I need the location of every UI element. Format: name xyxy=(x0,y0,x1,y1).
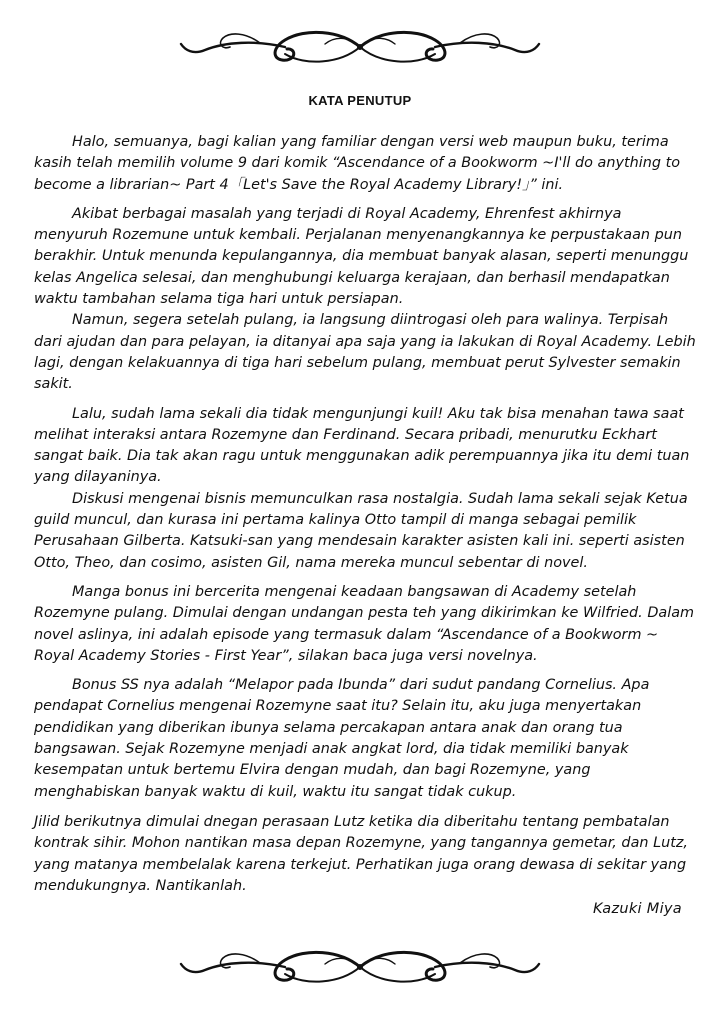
afterword-body xyxy=(34,132,696,897)
paragraph-1: Halo, semuanya, bagi kalian yang familiar dengan versi web maupun buku, terima kasih telah memilih volume 9 dari komik “Ascendance of a Bookworm ~I'll do anything to become a librarian~ Part 4「Let's Save the Royal Academy Library!」” ini. xyxy=(34,134,681,193)
page-title: KATA PENUTUP xyxy=(308,93,412,108)
paragraph-4: Lalu, sudah lama sekali dia tidak mengunjungi kuil! Aku tak bisa menahan tawa saat melihat interaksi antara Rozemyne dan Ferdinand. Secara pribadi, menurutku Eckhart sangat baik. Dia tak akan ragu untuk menggunakan adik perempuannya jika itu demi tuan yang dilayaninya. xyxy=(34,405,690,486)
paragraph-2: Akibat berbagai masalah yang terjadi di Royal Academy, Ehrenfest akhirnya menyuruh Rozemune untuk kembali. Perjalanan menyenangkannya ke perpustakaan pun berakhir. Untuk menunda kepulangannya, dia membuat banyak alasan, seperti menunggu kelas Angelica selesai, dan menghubungi keluarga kerajaan, dan berhasil mendapatkan waktu tambahan selama tiga hari untuk persiapan. xyxy=(34,205,689,308)
paragraph-3: Namun, segera setelah pulang, ia langsung diintrogasi oleh para walinya. Terpisah dari ajudan dan para pelayan, ia ditanyai apa saja yang ia lakukan di Royal Academy. Lebih lagi, dengan kelakuannya di tiga hari sebelum pulang, membuat perut Sylvester semakin sakit. xyxy=(34,312,696,393)
author-signature: Kazuki Miya xyxy=(592,901,682,917)
paragraph-6: Manga bonus ini bercerita mengenai keadaan bangsawan di Academy setelah Rozemyne pulang. Dimulai dengan undangan pesta teh yang dikirimkan ke Wilfried. Dalam novel aslinya, ini adalah episode yang termasuk dalam “Ascendance of a Bookworm ~ Royal Academy Stories - First Year”, silakan baca juga versi novelnya. xyxy=(34,583,695,664)
paragraph-5: Diskusi mengenai bisnis memunculkan rasa nostalgia. Sudah lama sekali sejak Ketua guild muncul, dan kurasa ini pertama kalinya Otto tampil di manga sebagai pemilik Perusahaan Gilberta. Katsuki-san yang mendesain karakter asisten kali ini. seperti asisten Otto, Theo, dan cosimo, asisten Gil, nama mereka muncul sebentar di novel. xyxy=(34,490,688,571)
paragraph-7: Bonus SS nya adalah “Melapor pada Ibunda” dari sudut pandang Cornelius. Apa pendapat Cornelius mengenai Rozemyne saat itu? Selain itu, aku juga menyertakan pendidikan yang diberikan ibunya selama percakapan antara anak dan orang tua bangsawan. Sejak Rozemyne menjadi anak angkat lord, dia tidak memiliki banyak kesempatan untuk bertemu Elvira dengan mudah, dan bagi Rozemyne, yang menghabiskan banyak waktu di kuil, waktu itu sangat tidak cukup. xyxy=(34,677,650,800)
ornamental-flourish-top-icon xyxy=(175,22,545,72)
ornamental-flourish-bottom-icon xyxy=(175,942,545,992)
paragraph-8: Jilid berikutnya dimulai dnegan perasaan Lutz ketika dia diberitahu tentang pembatalan kontrak sihir. Mohon nantikan masa depan Rozemyne, yang tangannya gemetar, dan Lutz, yang matanya membelalak karena terkejut. Perhatikan juga orang dewasa di sekitar yang mendukungnya. Nantikanlah. xyxy=(34,813,688,894)
